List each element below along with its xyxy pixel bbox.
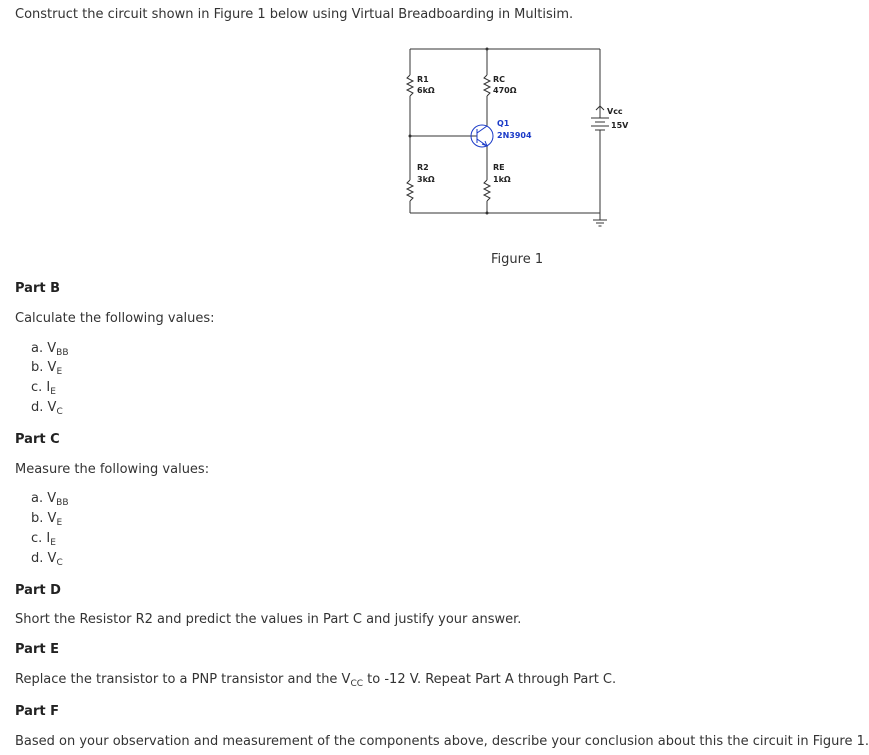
q1-name-label: Q1 xyxy=(497,119,510,128)
part-c-title: Part C xyxy=(15,432,60,447)
part-c-item-a: a. $V_{BB}$ xyxy=(31,491,69,508)
part-d-text: Short the Resistor R2 and predict the values in Part C and justify your answer. xyxy=(15,612,522,627)
part-b-item-d: d. $V_C$ xyxy=(31,400,63,417)
part-b-title: Part B xyxy=(15,281,61,296)
figure-caption: Figure 1 xyxy=(491,252,544,267)
part-c-item-b: b. $V_E$ xyxy=(31,511,63,528)
r2-name-label: R2 xyxy=(417,163,429,172)
vcc-value-label: 15V xyxy=(611,121,629,130)
part-c-item-c: c. $I_E$ xyxy=(31,531,56,548)
part-c-prompt: Measure the following values: xyxy=(15,462,210,477)
part-e-text: Replace the transistor to a PNP transistor and the $V_{CC}$ to -12 V. Repeat Part A through Part C. xyxy=(15,672,617,689)
part-b-prompt: Calculate the following values: xyxy=(15,311,215,326)
vcc-name-label: Vcc xyxy=(607,107,623,116)
part-b-item-a: a. $V_{BB}$ xyxy=(31,341,69,358)
part-b-item-b: b. $V_E$ xyxy=(31,360,63,377)
r2-value-label: 3kΩ xyxy=(417,175,435,184)
part-c-item-d: d. $V_C$ xyxy=(31,551,63,568)
rc-value-label: 470Ω xyxy=(493,86,517,95)
re-value-label: 1kΩ xyxy=(493,175,511,184)
part-e-title: Part E xyxy=(15,642,59,657)
rc-name-label: RC xyxy=(493,75,506,84)
r1-value-label: 6kΩ xyxy=(417,86,435,95)
re-name-label: RE xyxy=(493,163,505,172)
r1-name-label: R1 xyxy=(417,75,429,84)
circuit-diagram xyxy=(395,40,629,240)
part-d-title: Part D xyxy=(15,583,61,598)
q1-value-label: 2N3904 xyxy=(497,131,532,140)
intro-text: Construct the circuit shown in Figure 1 below using Virtual Breadboarding in Multisim. xyxy=(15,7,574,22)
part-f-text: Based on your observation and measurement of the components above, describe your conclusion about this the circuit in Figure 1. xyxy=(15,734,869,749)
part-b-item-c: c. $I_E$ xyxy=(31,380,56,397)
part-f-title: Part F xyxy=(15,704,59,719)
